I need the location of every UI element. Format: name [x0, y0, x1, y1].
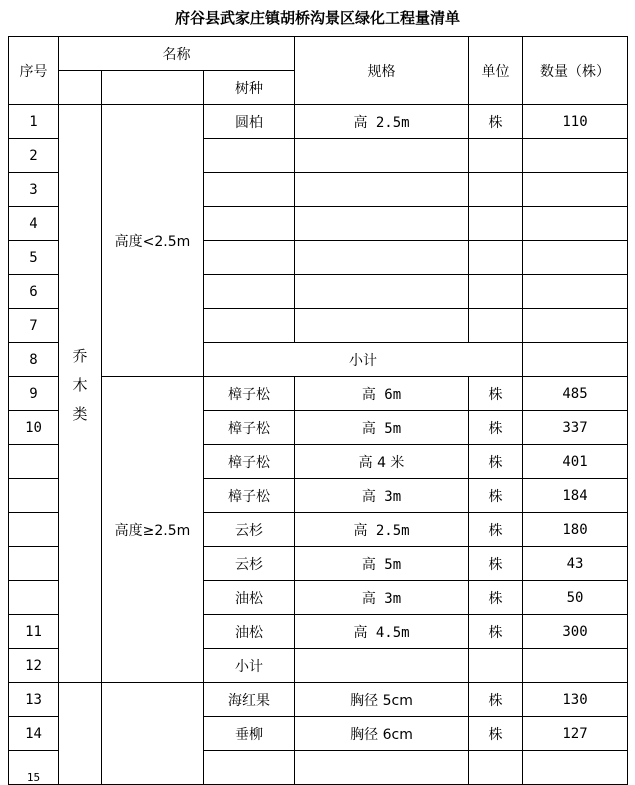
cell-species — [204, 751, 295, 785]
cell-spec: 高 4 米 — [295, 445, 469, 479]
cell-species: 云杉 — [204, 513, 295, 547]
cell-species — [204, 309, 295, 343]
cell-qty — [523, 139, 628, 173]
category-label: 乔木类 — [70, 348, 89, 435]
cell-unit — [469, 649, 523, 683]
cell-unit: 株 — [469, 547, 523, 581]
category-cell-continued — [59, 683, 102, 785]
cell-seq: 5 — [9, 241, 59, 275]
group2-cell: 高度≥2.5m — [102, 377, 204, 683]
cell-qty: 50 — [523, 581, 628, 615]
cell-seq — [9, 513, 59, 547]
cell-qty: 127 — [523, 717, 628, 751]
cell-unit: 株 — [469, 411, 523, 445]
cell-seq: 12 — [9, 649, 59, 683]
header-name: 名称 — [59, 37, 295, 71]
cell-spec — [295, 139, 469, 173]
cell-qty: 401 — [523, 445, 628, 479]
cell-spec — [295, 309, 469, 343]
cell-species — [204, 275, 295, 309]
category-cell — [59, 105, 102, 683]
cell-spec — [295, 275, 469, 309]
cell-species: 垂柳 — [204, 717, 295, 751]
cell-unit — [469, 309, 523, 343]
cell-spec: 高 3m — [295, 479, 469, 513]
cell-qty: 180 — [523, 513, 628, 547]
cell-seq: 9 — [9, 377, 59, 411]
cell-qty — [523, 309, 628, 343]
cell-species: 油松 — [204, 581, 295, 615]
cell-species: 樟子松 — [204, 377, 295, 411]
cell-seq: 15 — [9, 751, 59, 785]
cell-species: 海红果 — [204, 683, 295, 717]
cell-spec: 高 2.5m — [295, 105, 469, 139]
group3-cell — [102, 683, 204, 785]
header-blank-2 — [102, 71, 204, 105]
group1-cell: 高度<2.5m — [102, 105, 204, 377]
cell-unit — [469, 173, 523, 207]
cell-unit: 株 — [469, 513, 523, 547]
cell-qty — [523, 207, 628, 241]
cell-qty: 337 — [523, 411, 628, 445]
cell-spec: 胸径 5cm — [295, 683, 469, 717]
cell-unit — [469, 275, 523, 309]
cell-qty: 110 — [523, 105, 628, 139]
cell-unit — [469, 751, 523, 785]
cell-qty: 43 — [523, 547, 628, 581]
header-seq: 序号 — [9, 37, 59, 105]
cell-qty — [523, 751, 628, 785]
header-blank-1 — [59, 71, 102, 105]
cell-unit — [469, 207, 523, 241]
cell-spec: 高 6m — [295, 377, 469, 411]
cell-unit: 株 — [469, 683, 523, 717]
cell-spec: 高 2.5m — [295, 513, 469, 547]
cell-seq: 13 — [9, 683, 59, 717]
cell-seq: 7 — [9, 309, 59, 343]
cell-spec — [295, 241, 469, 275]
cell-seq: 3 — [9, 173, 59, 207]
cell-seq — [9, 445, 59, 479]
cell-species: 云杉 — [204, 547, 295, 581]
cell-unit: 株 — [469, 615, 523, 649]
cell-spec: 高 5m — [295, 547, 469, 581]
header-spec: 规格 — [295, 37, 469, 105]
cell-unit: 株 — [469, 105, 523, 139]
cell-species: 樟子松 — [204, 479, 295, 513]
cell-qty — [523, 275, 628, 309]
cell-species: 樟子松 — [204, 445, 295, 479]
cell-species — [204, 207, 295, 241]
cell-spec — [295, 751, 469, 785]
cell-unit: 株 — [469, 445, 523, 479]
cell-species — [204, 173, 295, 207]
cell-species: 小计 — [204, 649, 295, 683]
cell-seq — [9, 547, 59, 581]
cell-qty — [523, 343, 628, 377]
cell-seq — [9, 581, 59, 615]
cell-qty: 485 — [523, 377, 628, 411]
cell-qty: 130 — [523, 683, 628, 717]
header-unit: 单位 — [469, 37, 523, 105]
cell-unit — [469, 139, 523, 173]
cell-qty — [523, 241, 628, 275]
header-qty: 数量（株） — [523, 37, 628, 105]
cell-spec — [295, 173, 469, 207]
cell-species — [204, 241, 295, 275]
cell-species: 油松 — [204, 615, 295, 649]
cell-spec: 胸径 6cm — [295, 717, 469, 751]
cell-spec: 高 3m — [295, 581, 469, 615]
cell-seq: 6 — [9, 275, 59, 309]
cell-seq: 1 — [9, 105, 59, 139]
cell-unit: 株 — [469, 479, 523, 513]
cell-seq: 2 — [9, 139, 59, 173]
cell-seq: 10 — [9, 411, 59, 445]
cell-seq: 4 — [9, 207, 59, 241]
page-title: 府谷县武家庄镇胡桥沟景区绿化工程量清单 — [174, 9, 460, 27]
cell-species — [204, 139, 295, 173]
cell-spec — [295, 207, 469, 241]
cell-unit: 株 — [469, 581, 523, 615]
header-species: 树种 — [204, 71, 295, 105]
cell-species: 樟子松 — [204, 411, 295, 445]
cell-spec: 高 5m — [295, 411, 469, 445]
cell-spec — [295, 649, 469, 683]
cell-unit — [469, 241, 523, 275]
cell-qty — [523, 173, 628, 207]
cell-spec: 高 4.5m — [295, 615, 469, 649]
cell-seq: 8 — [9, 343, 59, 377]
cell-unit: 株 — [469, 377, 523, 411]
quantity-table — [8, 36, 628, 785]
cell-qty — [523, 649, 628, 683]
cell-seq — [9, 479, 59, 513]
subtotal-label: 小计 — [204, 343, 523, 377]
cell-unit: 株 — [469, 717, 523, 751]
cell-species: 圆柏 — [204, 105, 295, 139]
cell-seq: 14 — [9, 717, 59, 751]
cell-qty: 300 — [523, 615, 628, 649]
cell-qty: 184 — [523, 479, 628, 513]
cell-seq: 11 — [9, 615, 59, 649]
